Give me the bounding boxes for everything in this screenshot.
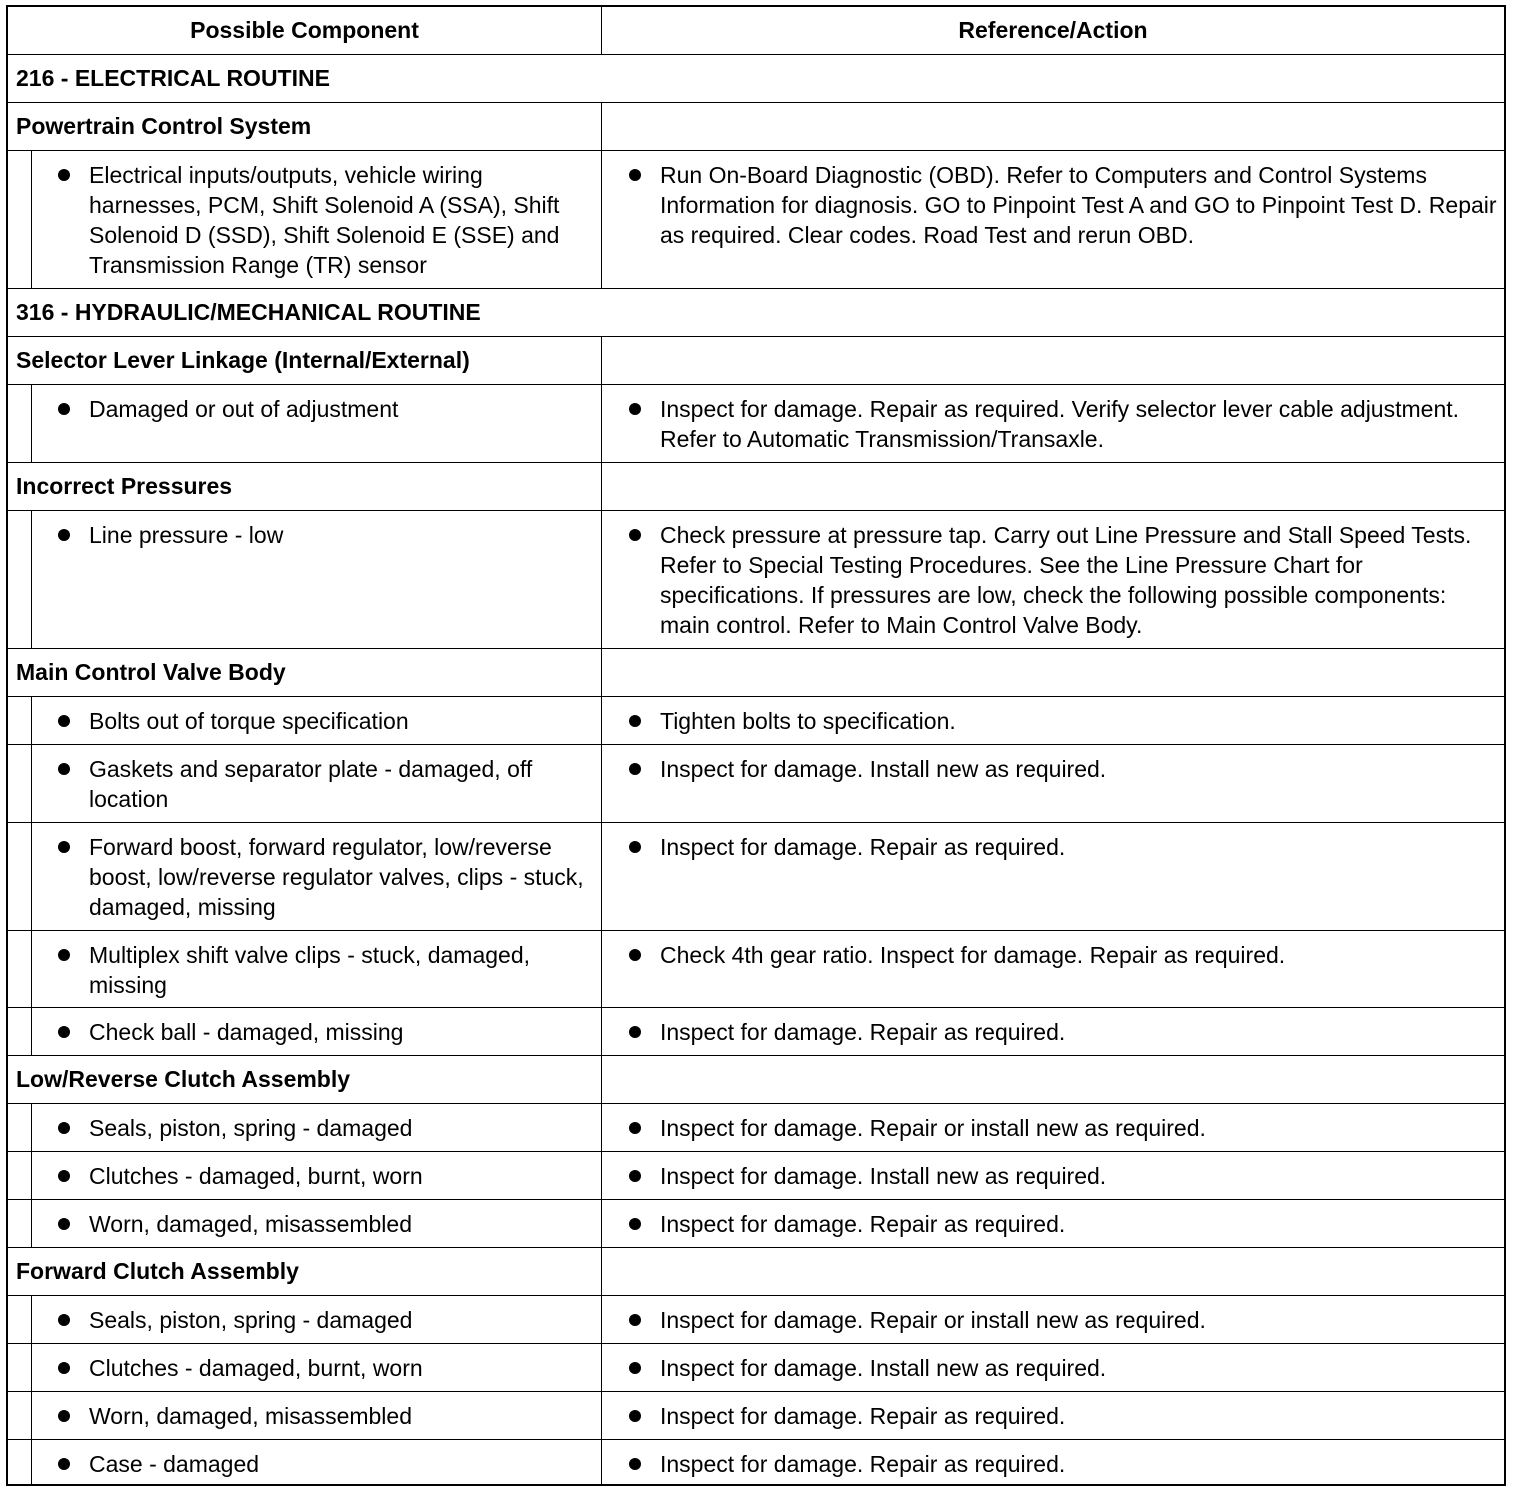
table-row [8, 1007, 1504, 1055]
action-text: Inspect for damage. Install new as required. [660, 1163, 1107, 1189]
column-divider [601, 1152, 602, 1199]
component-text: Clutches - damaged, burnt, worn [89, 1355, 423, 1381]
action-text: Inspect for damage. Install new as required. [660, 1355, 1107, 1381]
bullet-icon [58, 1218, 70, 1230]
action-text: Check 4th gear ratio. Inspect for damage. Repair as required. [660, 942, 1286, 968]
table-row [8, 1391, 1504, 1439]
bullet-icon [629, 1410, 641, 1422]
bullet-icon [58, 529, 70, 541]
column-divider [601, 1296, 602, 1343]
indent-divider [31, 1392, 32, 1439]
group-row [8, 1247, 1504, 1295]
bullet-icon [629, 841, 641, 853]
component-text: Multiplex shift valve clips - stuck, damaged, missing [89, 942, 531, 998]
bullet-icon [58, 1026, 70, 1038]
table-row [8, 510, 1504, 648]
bullet-icon [629, 763, 641, 775]
diagnostic-table [6, 5, 1506, 1486]
group-row [8, 462, 1504, 510]
action-text: Check pressure at pressure tap. Carry out Line Pressure and Stall Speed Tests. Refer to Special Testing Procedures. See the Line Pressure Chart for specifications. If pressures are low, check the following possible components: main control. Refer to Main Control Valve Body. [660, 522, 1472, 638]
table-row [8, 744, 1504, 822]
group-title: Forward Clutch Assembly [16, 1258, 299, 1284]
indent-divider [31, 1296, 32, 1343]
indent-divider [31, 1344, 32, 1391]
bullet-icon [629, 1362, 641, 1374]
section-row [8, 288, 1504, 336]
column-divider [601, 931, 602, 1007]
table-row [8, 696, 1504, 744]
column-divider [601, 1440, 602, 1484]
bullet-icon [629, 715, 641, 727]
action-text: Inspect for damage. Repair as required. Verify selector lever cable adjustment. Refer to Automatic Transmission/Transaxle. [660, 396, 1460, 452]
column-divider [601, 337, 602, 384]
group-row [8, 102, 1504, 150]
bullet-icon [629, 1122, 641, 1134]
column-divider [601, 1104, 602, 1151]
table-row [8, 1439, 1504, 1484]
column-divider [601, 697, 602, 744]
header-reference-action: Reference/Action [958, 17, 1148, 43]
component-text: Clutches - damaged, burnt, worn [89, 1163, 423, 1189]
action-text: Inspect for damage. Repair as required. [660, 1403, 1066, 1429]
action-text: Inspect for damage. Repair or install new as required. [660, 1115, 1206, 1141]
column-divider [601, 385, 602, 462]
column-divider [601, 823, 602, 930]
column-divider [601, 103, 602, 150]
component-text: Gaskets and separator plate - damaged, off location [89, 756, 533, 812]
indent-divider [31, 931, 32, 1007]
action-text: Inspect for damage. Repair as required. [660, 1451, 1066, 1477]
bullet-icon [629, 1314, 641, 1326]
bullet-icon [629, 403, 641, 415]
group-row [8, 1055, 1504, 1103]
table-row [8, 1151, 1504, 1199]
column-divider [601, 1056, 602, 1103]
column-divider [601, 745, 602, 822]
table-row [8, 822, 1504, 930]
column-divider [601, 1008, 602, 1055]
bullet-icon [629, 1026, 641, 1038]
indent-divider [31, 1152, 32, 1199]
bullet-icon [58, 1314, 70, 1326]
column-divider [601, 1392, 602, 1439]
action-text: Inspect for damage. Repair or install new as required. [660, 1307, 1206, 1333]
indent-divider [31, 1008, 32, 1055]
indent-divider [31, 1104, 32, 1151]
component-text: Worn, damaged, misassembled [89, 1403, 412, 1429]
column-divider [601, 463, 602, 510]
section-row [8, 54, 1504, 102]
group-row [8, 336, 1504, 384]
bullet-icon [629, 1458, 641, 1470]
bullet-icon [58, 169, 70, 181]
table-row [8, 1199, 1504, 1247]
bullet-icon [629, 1170, 641, 1182]
bullet-icon [58, 1170, 70, 1182]
component-text: Seals, piston, spring - damaged [89, 1307, 413, 1333]
action-text: Tighten bolts to specification. [660, 708, 956, 734]
bullet-icon [58, 1122, 70, 1134]
table-row [8, 930, 1504, 1007]
column-divider [601, 1248, 602, 1295]
indent-divider [31, 511, 32, 648]
component-text: Line pressure - low [89, 522, 284, 548]
indent-divider [31, 151, 32, 288]
indent-divider [31, 745, 32, 822]
group-title: Low/Reverse Clutch Assembly [16, 1066, 351, 1092]
bullet-icon [629, 169, 641, 181]
component-text: Electrical inputs/outputs, vehicle wiring harnesses, PCM, Shift Solenoid A (SSA), Shift Solenoid D (SSD), Shift Solenoid E (SSE) and Transmission Range (TR) sensor [89, 162, 560, 278]
bullet-icon [58, 1362, 70, 1374]
action-text: Inspect for damage. Repair as required. [660, 1019, 1066, 1045]
table-row [8, 1343, 1504, 1391]
bullet-icon [58, 1410, 70, 1422]
bullet-icon [58, 949, 70, 961]
column-divider [601, 1200, 602, 1247]
component-text: Check ball - damaged, missing [89, 1019, 404, 1045]
group-title: Powertrain Control System [16, 113, 312, 139]
column-divider [601, 1344, 602, 1391]
table-row [8, 1103, 1504, 1151]
component-text: Case - damaged [89, 1451, 260, 1477]
bullet-icon [58, 715, 70, 727]
component-text: Damaged or out of adjustment [89, 396, 399, 422]
action-text: Inspect for damage. Repair as required. [660, 834, 1066, 860]
indent-divider [31, 1440, 32, 1484]
bullet-icon [629, 1218, 641, 1230]
action-text: Inspect for damage. Install new as required. [660, 756, 1107, 782]
column-divider [601, 511, 602, 648]
indent-divider [31, 823, 32, 930]
column-divider [601, 151, 602, 288]
table-header-row [8, 7, 1504, 54]
section-title: 216 - ELECTRICAL ROUTINE [16, 65, 330, 91]
table-row [8, 1295, 1504, 1343]
group-row [8, 648, 1504, 696]
component-text: Worn, damaged, misassembled [89, 1211, 412, 1237]
bullet-icon [58, 1458, 70, 1470]
indent-divider [31, 385, 32, 462]
table-row [8, 384, 1504, 462]
component-text: Forward boost, forward regulator, low/reverse boost, low/reverse regulator valves, clips - stuck, damaged, missing [89, 834, 584, 920]
bullet-icon [58, 763, 70, 775]
table-row [8, 150, 1504, 288]
indent-divider [31, 697, 32, 744]
header-possible-component: Possible Component [190, 17, 419, 43]
indent-divider [31, 1200, 32, 1247]
action-text: Inspect for damage. Repair as required. [660, 1211, 1066, 1237]
action-text: Run On-Board Diagnostic (OBD). Refer to Computers and Control Systems Information for diagnosis. GO to Pinpoint Test A and GO to Pinpoint Test D. Repair as required. Clear codes. Road Test and rerun OBD. [660, 162, 1497, 248]
bullet-icon [58, 403, 70, 415]
component-text: Seals, piston, spring - damaged [89, 1115, 413, 1141]
group-title: Incorrect Pressures [16, 473, 233, 499]
group-title: Selector Lever Linkage (Internal/External) [16, 347, 470, 373]
group-title: Main Control Valve Body [16, 659, 286, 685]
bullet-icon [58, 841, 70, 853]
column-divider [601, 649, 602, 696]
bullet-icon [629, 529, 641, 541]
section-title: 316 - HYDRAULIC/MECHANICAL ROUTINE [16, 299, 481, 325]
component-text: Bolts out of torque specification [89, 708, 409, 734]
bullet-icon [629, 949, 641, 961]
